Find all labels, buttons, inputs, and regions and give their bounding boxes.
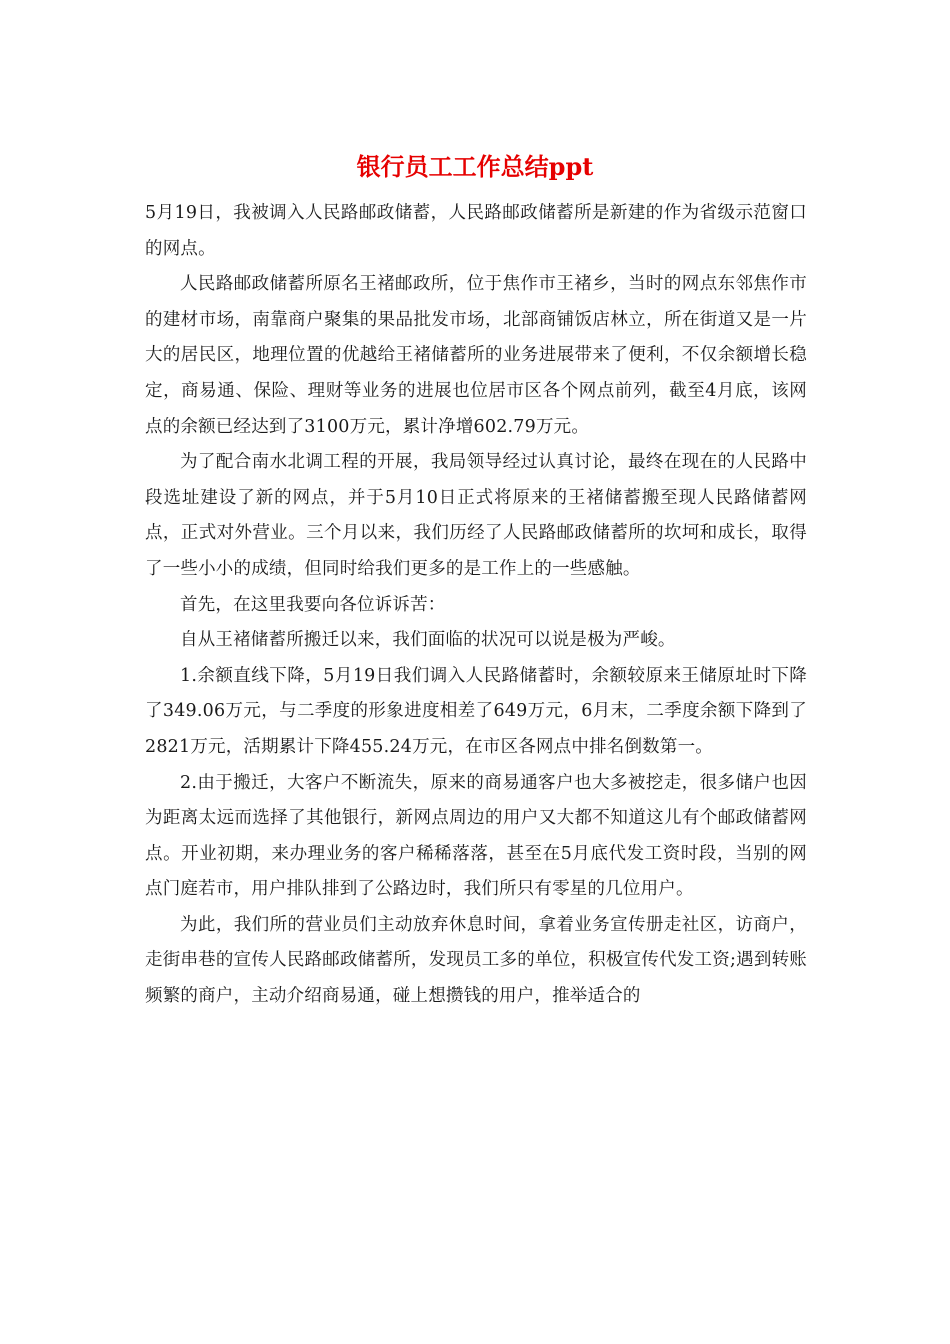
document-body xyxy=(145,196,807,1015)
paragraph-6: 1.余额直线下降，5月19日我们调入人民路储蓄时，余额较原来王储原址时下降了349.06万元，与二季度的形象进度相差了649万元，6月末，二季度余额下降到了2821万元，活期累计下降455.24万元，在市区各网点中排名倒数第一。 xyxy=(145,665,807,757)
paragraph-3: 为了配合南水北调工程的开展，我局领导经过认真讨论，最终在现在的人民路中段选址建设了新的网点，并于5月10日正式将原来的王褚储蓄搬至现人民路储蓄网点，正式对外营业。三个月以来，我们历经了人民路邮政储蓄所的坎坷和成长，取得了一些小小的成绩，但同时给我们更多的是工作上的一些感触。 xyxy=(145,452,807,579)
paragraph-2: 人民路邮政储蓄所原名王褚邮政所，位于焦作市王褚乡，当时的网点东邻焦作市的建材市场，南靠商户聚集的果品批发市场，北部商铺饭店林立，所在街道又是一片大的居民区，地理位置的优越给王褚储蓄所的业务进展带来了便利，不仅余额增长稳定，商易通、保险、理财等业务的进展也位居市区各个网点前列，截至4月底，该网点的余额已经达到了3100万元，累计净增602.79万元。 xyxy=(145,274,807,437)
paragraph-1: 5月19日，我被调入人民路邮政储蓄，人民路邮政储蓄所是新建的作为省级示范窗口的网点。 xyxy=(145,203,807,259)
document-title: 银行员工工作总结ppt xyxy=(356,152,594,181)
paragraph-4: 首先，在这里我要向各位诉诉苦： xyxy=(180,594,446,615)
paragraph-7: 2.由于搬迁，大客户不断流失，原来的商易通客户也大多被挖走，很多储户也因为距离太远而选择了其他银行，新网点周边的用户又大都不知道这儿有个邮政储蓄网点。开业初期，来办理业务的客户稀稀落落，甚至在5月底代发工资时段，当别的网点门庭若市，用户排队排到了公路边时，我们所只有零星的几位用户。 xyxy=(145,772,807,900)
paragraph-8: 为此，我们所的营业员们主动放弃休息时间，拿着业务宣传册走社区，访商户，走街串巷的宣传人民路邮政储蓄所，发现员工多的单位，积极宣传代发工资;遇到转账频繁的商户，主动介绍商易通，碰上想攒钱的用户，推举适合的 xyxy=(145,914,807,1007)
paragraph-5: 自从王褚储蓄所搬迁以来，我们面临的状况可以说是极为严峻。 xyxy=(180,630,676,651)
